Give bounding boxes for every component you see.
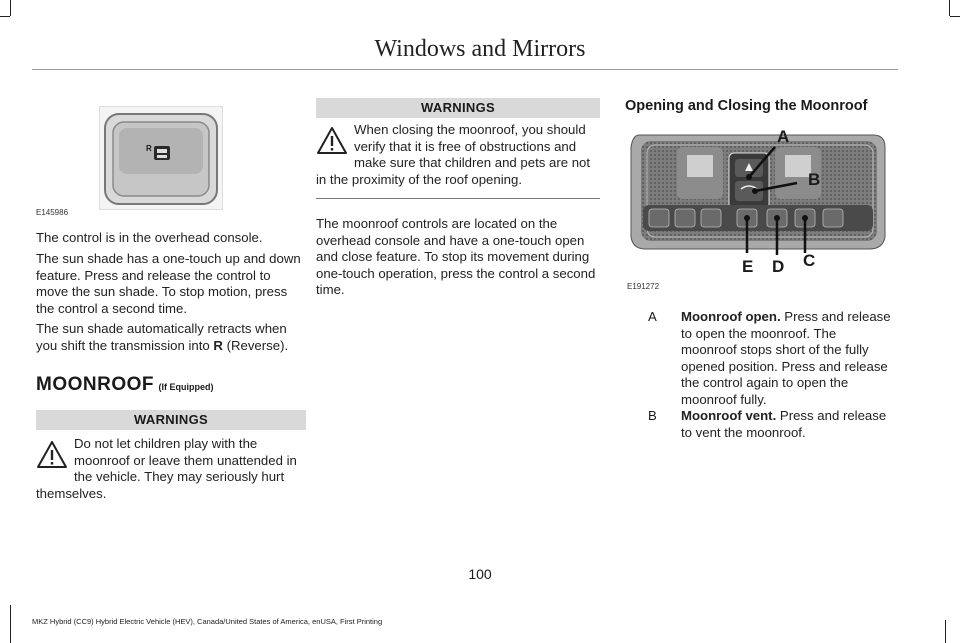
crop-mark-bottom-right-v xyxy=(945,620,946,643)
crop-mark-top-right-v xyxy=(949,0,950,16)
warning-block-children xyxy=(36,410,306,502)
warning-children-text: Do not let children play with the moonroof or leave them unattended in the vehicle. They may seriously hurt themselves. xyxy=(36,436,297,501)
retract-text-start: The sun shade automatically retracts when you shift the transmission into xyxy=(36,321,287,353)
footer-text: MKZ Hybrid (CC9) Hybrid Electric Vehicle (HEV), Canada/United States of America, enUSA, First Printing xyxy=(32,617,383,626)
legend-letter: A xyxy=(648,309,657,324)
opening-closing-title: Opening and Closing the Moonroof xyxy=(625,98,868,114)
sun-shade-switch-illustration xyxy=(99,106,223,210)
warnings-heading: WARNINGS xyxy=(36,410,306,430)
callout-a: A xyxy=(777,127,790,146)
sun-shade-text: The sun shade has a one-touch up and down feature. Press and release the control to move the sun shade. To stop motion, press the control a second time. xyxy=(36,251,301,316)
legend-letter: B xyxy=(648,408,657,423)
moonroof-section-title xyxy=(36,374,306,396)
warning-closing-text: When closing the moonroof, you should verify that it is free of obstructions and make sure that children and pets are not in the proximity of the roof opening. xyxy=(316,122,591,187)
section-title-text: MOONROOF xyxy=(36,374,154,395)
legend-text xyxy=(681,408,893,441)
crop-mark-bottom-left-v xyxy=(10,605,11,643)
callout-c: C xyxy=(803,251,816,270)
warning-triangle-icon xyxy=(316,126,348,156)
reverse-letter: R xyxy=(213,337,223,353)
crop-mark-top-right-h xyxy=(950,16,960,17)
callout-d: D xyxy=(772,257,785,276)
page-header-title: Windows and Mirrors xyxy=(374,36,586,62)
moonroof-console-figure xyxy=(625,125,891,280)
moonroof-controls-text: The moonroof controls are located on the overhead console and have a one-touch open and close feature. To stop its movement during one-touch operation, press the control a second time. xyxy=(316,216,596,297)
figure-label-e145986: E145986 xyxy=(36,208,69,217)
legend-desc: Press and release to open the moonroof. The moonroof stops short of the fully opened position. Press and release the control again to open the moonroof fully. xyxy=(681,309,891,407)
figure-label-e191272: E191272 xyxy=(627,282,660,291)
warning-triangle-icon xyxy=(36,440,68,470)
callout-b: B xyxy=(808,170,821,189)
section-title-note: (If Equipped) xyxy=(158,382,214,392)
legend-desc: Press and release to vent the moonroof. xyxy=(681,408,887,440)
overhead-console-illustration xyxy=(625,125,891,280)
warning-block-closing xyxy=(316,98,600,199)
warnings-heading-2: WARNINGS xyxy=(316,98,600,118)
retract-text-end: (Reverse). xyxy=(222,337,289,353)
switch-glyph: R xyxy=(146,144,152,153)
callout-e: E xyxy=(742,257,754,276)
header-rule xyxy=(32,69,898,70)
crop-mark-top-left-h xyxy=(0,16,10,17)
legend-text xyxy=(681,309,893,408)
sun-shade-retract-text xyxy=(36,321,306,354)
legend-bold: Moonroof open. xyxy=(681,309,781,324)
legend-bold: Moonroof vent. xyxy=(681,408,777,423)
crop-mark-top-left-v xyxy=(10,0,11,16)
legend-item-b xyxy=(648,408,898,441)
sun-shade-figure xyxy=(99,106,223,210)
legend-item-a xyxy=(648,309,898,408)
overhead-console-text: The control is in the overhead console. xyxy=(36,230,263,245)
page-number: 100 xyxy=(468,566,492,582)
